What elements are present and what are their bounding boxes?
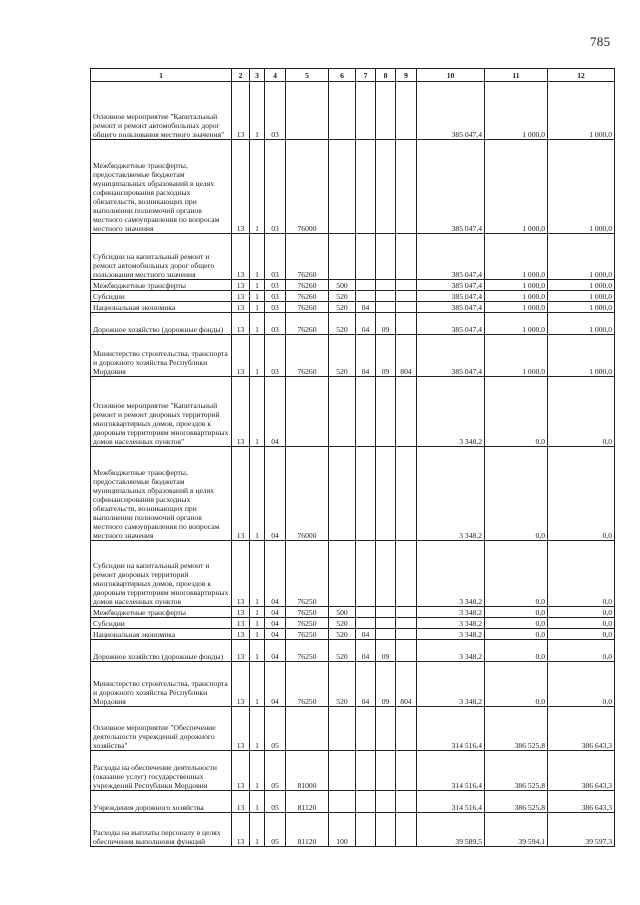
program-code-cell: 1	[250, 377, 265, 447]
amount-col-12-cell: 1 000,0	[548, 82, 615, 140]
amount-col-10-cell: 385 047,4	[417, 313, 485, 335]
amount-col-12-cell: 0,0	[548, 377, 615, 447]
amount-col-11-cell: 39 594,1	[485, 813, 548, 847]
expense-direction-cell: 81120	[286, 813, 329, 847]
amount-col-11-cell: 0,0	[485, 447, 548, 541]
department-code-cell	[396, 447, 417, 541]
amount-col-10-cell: 385 047,4	[417, 82, 485, 140]
section-code-cell	[356, 707, 376, 751]
row-name-cell: Основное мероприятие "Капитальный ремонт и ремонт автомобильных дорог общего пользования местного значения"	[91, 82, 232, 140]
table-row	[91, 291, 615, 302]
department-code-cell	[396, 82, 417, 140]
expense-direction-cell: 76250	[286, 629, 329, 640]
expense-direction-cell: 81120	[286, 791, 329, 813]
event-code-cell: 05	[265, 813, 286, 847]
amount-col-11-cell: 1 000,0	[485, 234, 548, 280]
expense-direction-cell: 76250	[286, 662, 329, 707]
table-row	[91, 280, 615, 291]
program-code-cell: 1	[250, 791, 265, 813]
event-code-cell: 04	[265, 662, 286, 707]
subsection-code-cell	[376, 234, 396, 280]
subsection-code-cell: 09	[376, 662, 396, 707]
expense-type-cell: 520	[329, 313, 356, 335]
expense-type-cell: 520	[329, 302, 356, 313]
expense-type-cell	[329, 234, 356, 280]
subsection-code-cell	[376, 447, 396, 541]
amount-col-12-cell: 0,0	[548, 607, 615, 618]
section-code-cell	[356, 813, 376, 847]
amount-col-12-cell: 1 000,0	[548, 313, 615, 335]
amount-col-12-cell: 386 643,3	[548, 751, 615, 791]
expense-type-cell	[329, 791, 356, 813]
subsection-code-cell	[376, 751, 396, 791]
row-name-cell: Дорожное хозяйство (дорожные фонды)	[91, 640, 232, 662]
subsection-code-cell	[376, 813, 396, 847]
program-code-cell: 1	[250, 751, 265, 791]
amount-col-11-cell: 0,0	[485, 541, 548, 607]
section-code-cell: 04	[356, 662, 376, 707]
subsection-code-cell	[376, 82, 396, 140]
table-row	[91, 541, 615, 607]
amount-col-12-cell: 0,0	[548, 541, 615, 607]
ministry-code-cell: 13	[232, 447, 250, 541]
column-header: 11	[485, 69, 548, 82]
row-name-cell: Межбюджетные трансферты	[91, 607, 232, 618]
amount-col-12-cell: 1 000,0	[548, 335, 615, 377]
table-row	[91, 707, 615, 751]
column-header: 6	[329, 69, 356, 82]
page-number: 785	[590, 34, 611, 49]
row-name-cell: Дорожное хозяйство (дорожные фонды)	[91, 313, 232, 335]
table-row	[91, 234, 615, 280]
subsection-code-cell	[376, 302, 396, 313]
ministry-code-cell: 13	[232, 813, 250, 847]
expense-type-cell	[329, 82, 356, 140]
amount-col-10-cell: 3 348,2	[417, 662, 485, 707]
amount-col-10-cell: 314 516,4	[417, 791, 485, 813]
event-code-cell: 03	[265, 280, 286, 291]
ministry-code-cell: 13	[232, 313, 250, 335]
ministry-code-cell: 13	[232, 335, 250, 377]
amount-col-10-cell: 385 047,4	[417, 280, 485, 291]
program-code-cell: 1	[250, 541, 265, 607]
amount-col-10-cell: 3 348,2	[417, 447, 485, 541]
subsection-code-cell	[376, 629, 396, 640]
section-code-cell	[356, 541, 376, 607]
event-code-cell: 04	[265, 377, 286, 447]
program-code-cell: 1	[250, 280, 265, 291]
event-code-cell: 05	[265, 707, 286, 751]
row-name-cell: Расходы на выплаты персоналу в целях обеспечения выполнения функций	[91, 813, 232, 847]
ministry-code-cell: 13	[232, 629, 250, 640]
event-code-cell: 03	[265, 140, 286, 234]
amount-col-10-cell: 314 516,4	[417, 707, 485, 751]
expense-type-cell	[329, 447, 356, 541]
row-name-cell: Национальная экономика	[91, 302, 232, 313]
ministry-code-cell: 13	[232, 707, 250, 751]
amount-col-12-cell: 0,0	[548, 662, 615, 707]
row-name-cell: Расходы на обеспечение деятельности (оказание услуг) государственных учреждений Республики Мордовия	[91, 751, 232, 791]
expense-type-cell: 100	[329, 813, 356, 847]
budget-table	[90, 68, 615, 847]
row-name-cell: Субсидии	[91, 291, 232, 302]
amount-col-11-cell: 0,0	[485, 629, 548, 640]
expense-type-cell	[329, 140, 356, 234]
section-code-cell	[356, 234, 376, 280]
amount-col-11-cell: 386 525,8	[485, 791, 548, 813]
department-code-cell	[396, 313, 417, 335]
column-header: 10	[417, 69, 485, 82]
event-code-cell: 04	[265, 640, 286, 662]
expense-type-cell	[329, 707, 356, 751]
event-code-cell: 03	[265, 291, 286, 302]
section-code-cell	[356, 791, 376, 813]
section-code-cell	[356, 447, 376, 541]
subsection-code-cell	[376, 377, 396, 447]
column-header: 7	[356, 69, 376, 82]
amount-col-12-cell: 39 597,3	[548, 813, 615, 847]
program-code-cell: 1	[250, 813, 265, 847]
table-row	[91, 377, 615, 447]
subsection-code-cell	[376, 791, 396, 813]
department-code-cell	[396, 629, 417, 640]
section-code-cell: 04	[356, 640, 376, 662]
expense-type-cell: 520	[329, 291, 356, 302]
program-code-cell: 1	[250, 640, 265, 662]
expense-direction-cell	[286, 377, 329, 447]
amount-col-11-cell: 1 000,0	[485, 82, 548, 140]
program-code-cell: 1	[250, 662, 265, 707]
program-code-cell: 1	[250, 313, 265, 335]
table-row	[91, 447, 615, 541]
expense-direction-cell: 76260	[286, 234, 329, 280]
expense-direction-cell: 81000	[286, 751, 329, 791]
ministry-code-cell: 13	[232, 140, 250, 234]
table-row	[91, 302, 615, 313]
row-name-cell: Межбюджетные трансферты, предоставляемые бюджетам муниципальных образований в целях софинансирования расходных обязательств, возникающих при выполнении полномочий органов местного самоуправления по вопросам местного значения	[91, 140, 232, 234]
ministry-code-cell: 13	[232, 541, 250, 607]
program-code-cell: 1	[250, 447, 265, 541]
row-name-cell: Субсидии	[91, 618, 232, 629]
section-code-cell	[356, 751, 376, 791]
expense-type-cell	[329, 377, 356, 447]
ministry-code-cell: 13	[232, 640, 250, 662]
column-header: 9	[396, 69, 417, 82]
row-name-cell: Основное мероприятие "Обеспечение деятельности учреждений дорожного хозяйства"	[91, 707, 232, 751]
ministry-code-cell: 13	[232, 377, 250, 447]
expense-type-cell: 520	[329, 618, 356, 629]
row-name-cell: Субсидии на капитальный ремонт и ремонт дворовых территорий многоквартирных домов, проездов к дворовым территориям многоквартирных домов населенных пунктов	[91, 541, 232, 607]
budget-table-container	[90, 68, 615, 847]
event-code-cell: 04	[265, 541, 286, 607]
ministry-code-cell: 13	[232, 82, 250, 140]
section-code-cell	[356, 140, 376, 234]
section-code-cell	[356, 280, 376, 291]
amount-col-11-cell: 0,0	[485, 377, 548, 447]
table-row	[91, 618, 615, 629]
column-header: 5	[286, 69, 329, 82]
department-code-cell	[396, 302, 417, 313]
section-code-cell	[356, 291, 376, 302]
amount-col-11-cell: 0,0	[485, 640, 548, 662]
program-code-cell: 1	[250, 291, 265, 302]
department-code-cell	[396, 751, 417, 791]
event-code-cell: 04	[265, 447, 286, 541]
event-code-cell: 03	[265, 335, 286, 377]
expense-type-cell	[329, 541, 356, 607]
department-code-cell	[396, 541, 417, 607]
amount-col-11-cell: 1 000,0	[485, 280, 548, 291]
department-code-cell	[396, 813, 417, 847]
table-row	[91, 82, 615, 140]
expense-direction-cell: 76000	[286, 447, 329, 541]
table-body	[91, 82, 615, 847]
department-code-cell	[396, 234, 417, 280]
section-code-cell	[356, 618, 376, 629]
program-code-cell: 1	[250, 140, 265, 234]
expense-type-cell: 520	[329, 629, 356, 640]
amount-col-12-cell: 1 000,0	[548, 234, 615, 280]
amount-col-10-cell: 3 348,2	[417, 640, 485, 662]
program-code-cell: 1	[250, 618, 265, 629]
expense-direction-cell: 76260	[286, 313, 329, 335]
department-code-cell: 804	[396, 662, 417, 707]
row-name-cell: Учреждения дорожного хозяйства	[91, 791, 232, 813]
amount-col-10-cell: 3 348,2	[417, 629, 485, 640]
program-code-cell: 1	[250, 82, 265, 140]
row-name-cell: Межбюджетные трансферты, предоставляемые бюджетам муниципальных образований в целях софинансирования расходных обязательств, возникающих при выполнении полномочий органов местного самоуправления по вопросам местного значения	[91, 447, 232, 541]
event-code-cell: 03	[265, 313, 286, 335]
subsection-code-cell: 09	[376, 313, 396, 335]
amount-col-12-cell: 1 000,0	[548, 140, 615, 234]
header-row	[91, 69, 615, 82]
event-code-cell: 04	[265, 629, 286, 640]
event-code-cell: 03	[265, 234, 286, 280]
ministry-code-cell: 13	[232, 291, 250, 302]
table-row	[91, 640, 615, 662]
amount-col-10-cell: 385 047,4	[417, 335, 485, 377]
column-header: 4	[265, 69, 286, 82]
subsection-code-cell	[376, 280, 396, 291]
amount-col-10-cell: 3 348,2	[417, 607, 485, 618]
amount-col-10-cell: 3 348,2	[417, 541, 485, 607]
program-code-cell: 1	[250, 629, 265, 640]
event-code-cell: 03	[265, 82, 286, 140]
table-row	[91, 607, 615, 618]
ministry-code-cell: 13	[232, 618, 250, 629]
expense-type-cell: 500	[329, 280, 356, 291]
row-name-cell: Министерство строительства, транспорта и дорожного хозяйства Республики Мордовия	[91, 662, 232, 707]
column-header: 8	[376, 69, 396, 82]
department-code-cell: 804	[396, 335, 417, 377]
amount-col-11-cell: 386 525,8	[485, 707, 548, 751]
amount-col-11-cell: 1 000,0	[485, 140, 548, 234]
event-code-cell: 04	[265, 618, 286, 629]
subsection-code-cell	[376, 291, 396, 302]
expense-direction-cell	[286, 82, 329, 140]
expense-type-cell: 500	[329, 607, 356, 618]
table-row	[91, 813, 615, 847]
table-row	[91, 751, 615, 791]
program-code-cell: 1	[250, 302, 265, 313]
event-code-cell: 04	[265, 607, 286, 618]
department-code-cell	[396, 140, 417, 234]
expense-type-cell: 520	[329, 335, 356, 377]
table-row	[91, 662, 615, 707]
amount-col-12-cell: 386 643,3	[548, 707, 615, 751]
amount-col-12-cell: 0,0	[548, 629, 615, 640]
row-name-cell: Национальная экономика	[91, 629, 232, 640]
amount-col-10-cell: 3 348,2	[417, 618, 485, 629]
expense-direction-cell: 76260	[286, 291, 329, 302]
subsection-code-cell: 09	[376, 335, 396, 377]
amount-col-11-cell: 1 000,0	[485, 335, 548, 377]
row-name-cell: Министерство строительства, транспорта и дорожного хозяйства Республики Мордовия	[91, 335, 232, 377]
subsection-code-cell	[376, 707, 396, 751]
ministry-code-cell: 13	[232, 234, 250, 280]
expense-direction-cell: 76250	[286, 618, 329, 629]
ministry-code-cell: 13	[232, 751, 250, 791]
expense-direction-cell: 76250	[286, 640, 329, 662]
subsection-code-cell	[376, 618, 396, 629]
department-code-cell	[396, 377, 417, 447]
amount-col-10-cell: 385 047,4	[417, 291, 485, 302]
section-code-cell	[356, 607, 376, 618]
program-code-cell: 1	[250, 607, 265, 618]
program-code-cell: 1	[250, 335, 265, 377]
table-row	[91, 791, 615, 813]
row-name-cell: Субсидии на капитальный ремонт и ремонт автомобильных дорог общего пользования местного значения	[91, 234, 232, 280]
amount-col-10-cell: 385 047,4	[417, 140, 485, 234]
table-header	[91, 69, 615, 82]
expense-direction-cell	[286, 707, 329, 751]
ministry-code-cell: 13	[232, 280, 250, 291]
expense-direction-cell: 76260	[286, 280, 329, 291]
amount-col-11-cell: 1 000,0	[485, 302, 548, 313]
column-header: 2	[232, 69, 250, 82]
amount-col-12-cell: 386 643,3	[548, 791, 615, 813]
subsection-code-cell	[376, 541, 396, 607]
expense-direction-cell: 76000	[286, 140, 329, 234]
amount-col-12-cell: 0,0	[548, 618, 615, 629]
amount-col-10-cell: 385 047,4	[417, 234, 485, 280]
section-code-cell: 04	[356, 313, 376, 335]
amount-col-12-cell: 1 000,0	[548, 291, 615, 302]
amount-col-12-cell: 0,0	[548, 640, 615, 662]
amount-col-11-cell: 0,0	[485, 618, 548, 629]
column-header: 3	[250, 69, 265, 82]
ministry-code-cell: 13	[232, 791, 250, 813]
subsection-code-cell: 09	[376, 640, 396, 662]
department-code-cell	[396, 618, 417, 629]
expense-type-cell: 520	[329, 662, 356, 707]
section-code-cell: 04	[356, 302, 376, 313]
amount-col-10-cell: 314 516,4	[417, 751, 485, 791]
amount-col-11-cell: 1 000,0	[485, 291, 548, 302]
program-code-cell: 1	[250, 707, 265, 751]
amount-col-11-cell: 1 000,0	[485, 313, 548, 335]
amount-col-12-cell: 1 000,0	[548, 280, 615, 291]
table-row	[91, 629, 615, 640]
amount-col-11-cell: 0,0	[485, 607, 548, 618]
column-header: 12	[548, 69, 615, 82]
amount-col-11-cell: 386 525,8	[485, 751, 548, 791]
expense-direction-cell: 76250	[286, 607, 329, 618]
event-code-cell: 05	[265, 751, 286, 791]
event-code-cell: 03	[265, 302, 286, 313]
department-code-cell	[396, 607, 417, 618]
ministry-code-cell: 13	[232, 302, 250, 313]
subsection-code-cell	[376, 140, 396, 234]
section-code-cell	[356, 82, 376, 140]
expense-direction-cell: 76260	[286, 302, 329, 313]
program-code-cell: 1	[250, 234, 265, 280]
event-code-cell: 05	[265, 791, 286, 813]
section-code-cell	[356, 377, 376, 447]
department-code-cell	[396, 291, 417, 302]
row-name-cell: Основное мероприятие "Капитальный ремонт и ремонт дворовых территорий многоквартирных домов, проездов к дворовым территориям многоквартирных домов населенных пунктов"	[91, 377, 232, 447]
ministry-code-cell: 13	[232, 662, 250, 707]
row-name-cell: Межбюджетные трансферты	[91, 280, 232, 291]
amount-col-10-cell: 39 589,5	[417, 813, 485, 847]
expense-type-cell	[329, 751, 356, 791]
amount-col-10-cell: 385 047,4	[417, 302, 485, 313]
department-code-cell	[396, 280, 417, 291]
amount-col-12-cell: 0,0	[548, 447, 615, 541]
amount-col-12-cell: 1 000,0	[548, 302, 615, 313]
ministry-code-cell: 13	[232, 607, 250, 618]
subsection-code-cell	[376, 607, 396, 618]
amount-col-11-cell: 0,0	[485, 662, 548, 707]
department-code-cell	[396, 707, 417, 751]
amount-col-10-cell: 3 348,2	[417, 377, 485, 447]
expense-type-cell: 520	[329, 640, 356, 662]
expense-direction-cell: 76250	[286, 541, 329, 607]
section-code-cell: 04	[356, 629, 376, 640]
column-header: 1	[91, 69, 232, 82]
table-row	[91, 313, 615, 335]
expense-direction-cell: 76260	[286, 335, 329, 377]
department-code-cell	[396, 791, 417, 813]
department-code-cell	[396, 640, 417, 662]
section-code-cell: 04	[356, 335, 376, 377]
table-row	[91, 335, 615, 377]
table-row	[91, 140, 615, 234]
